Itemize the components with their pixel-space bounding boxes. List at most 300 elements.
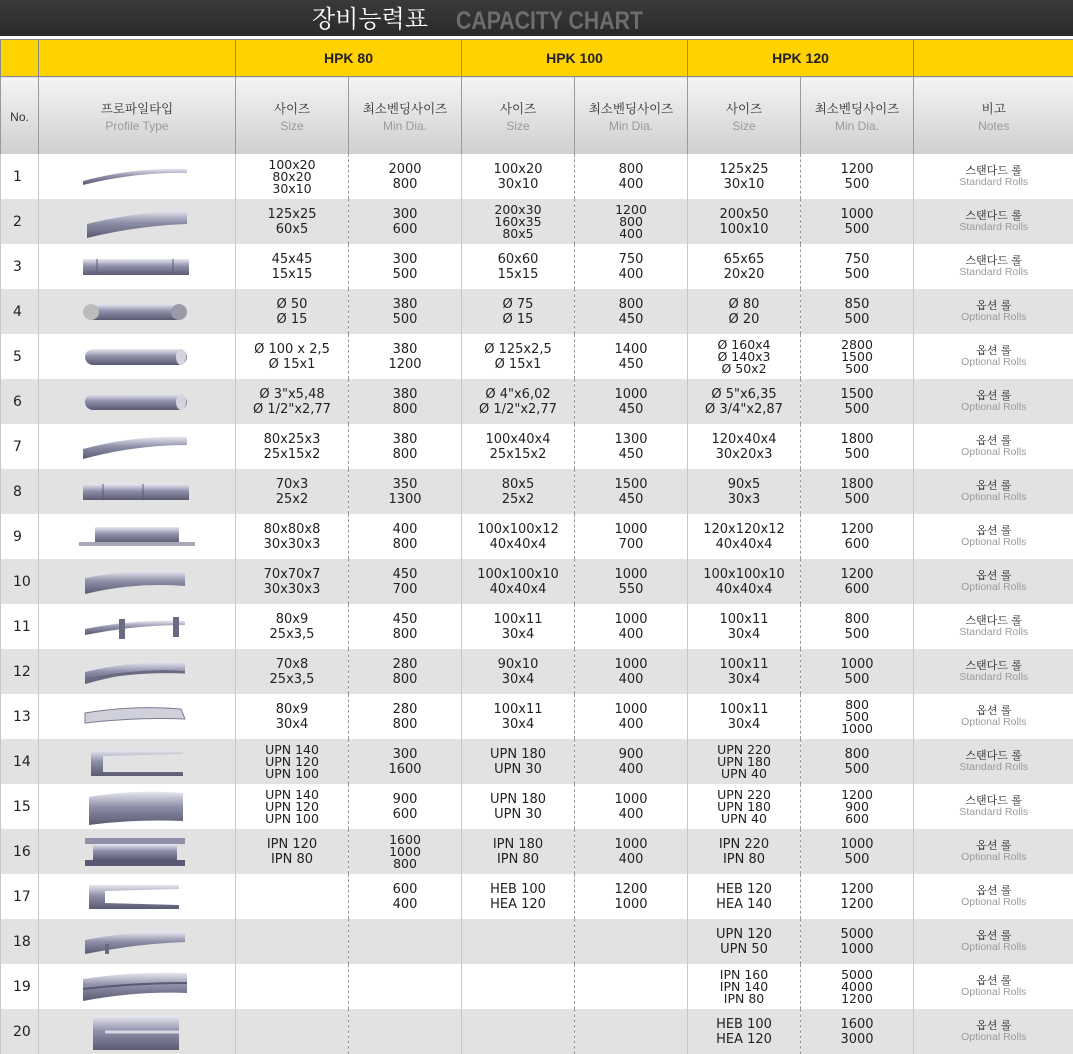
size-value: 25x2: [275, 491, 309, 507]
profile-image: [39, 379, 236, 424]
notes-en: Optional Rolls: [961, 491, 1027, 503]
size-cell: [462, 964, 575, 1009]
profile-shape-icon: [75, 245, 199, 289]
size-cell: [236, 649, 349, 694]
min-dia-value: 1200: [840, 161, 874, 177]
size-value: IPN 140: [719, 978, 769, 994]
min-dia-value: 1300: [614, 431, 648, 447]
machine-header-row: [1, 40, 1073, 77]
min-dia-value: 400: [618, 851, 644, 867]
size-cell: [688, 244, 801, 289]
min-dia-value: 500: [392, 311, 418, 327]
size-value: 125x25: [719, 161, 769, 177]
min-dia-cell: [575, 469, 688, 514]
table-row: [1, 289, 1073, 334]
min-dia-cell: [349, 424, 462, 469]
size-cell: [688, 154, 801, 199]
header-size: [688, 77, 801, 155]
profile-shape-icon: [75, 335, 199, 379]
notes-cell: [914, 334, 1073, 379]
size-value: 80x80x8: [263, 521, 321, 537]
table-row: [1, 514, 1073, 559]
size-value: 100x100x12: [477, 521, 559, 537]
size-value: 80x20: [272, 168, 312, 184]
size-cell: [236, 694, 349, 739]
profile-shape-icon: [75, 1010, 199, 1054]
min-dia-value: 380: [392, 296, 418, 312]
size-value: 30x3: [727, 491, 761, 507]
header-size: [236, 77, 349, 155]
notes-ko: 옵션 롤: [976, 344, 1012, 357]
min-dia-value: 1200: [388, 356, 422, 372]
size-cell: [236, 334, 349, 379]
min-dia-value: 750: [844, 251, 870, 267]
size-value: 100x100x10: [703, 566, 785, 582]
profile-image: [39, 1009, 236, 1054]
size-value: 100x40x4: [485, 431, 551, 447]
size-cell: [236, 199, 349, 244]
size-value: UPN 220: [717, 786, 771, 802]
notes-en: Optional Rolls: [961, 536, 1027, 548]
row-number: 1: [1, 154, 39, 199]
min-dia-value: 450: [618, 356, 644, 372]
row-number: 2: [1, 199, 39, 244]
size-cell: [236, 424, 349, 469]
profile-shape-icon: [75, 965, 199, 1009]
min-dia-value: 500: [845, 360, 869, 376]
min-dia-value: 1500: [614, 476, 648, 492]
table-row: [1, 694, 1073, 739]
size-value: 60x60: [497, 251, 539, 267]
notes-ko: 옵션 롤: [976, 839, 1012, 852]
min-dia-value: 380: [392, 431, 418, 447]
profile-shape-icon: [75, 155, 199, 199]
notes-en: Standard Rolls: [959, 221, 1029, 233]
size-value: 100x100x10: [477, 566, 559, 582]
header-min-en: Min Dia.: [382, 118, 427, 133]
min-dia-value: 1600: [840, 1016, 874, 1032]
row-number: 9: [1, 514, 39, 559]
min-dia-value: 800: [844, 746, 870, 762]
header-min-en: Min Dia.: [608, 118, 653, 133]
min-dia-value: 800: [392, 401, 418, 417]
header-profile-en: Profile Type: [105, 118, 169, 133]
size-value: UPN 120: [265, 753, 319, 769]
size-value: 65x65: [723, 251, 765, 267]
size-value: 30x4: [501, 626, 535, 642]
table-row: [1, 424, 1073, 469]
profile-image: [39, 199, 236, 244]
size-value: Ø 15x1: [494, 356, 542, 372]
min-dia-cell: [801, 199, 914, 244]
min-dia-value: 900: [618, 746, 644, 762]
size-value: UPN 180: [489, 746, 547, 762]
header-min-ko: 최소벤딩사이즈: [362, 100, 448, 116]
size-cell: [688, 289, 801, 334]
size-cell: [236, 154, 349, 199]
size-value: 30x10: [723, 176, 765, 192]
min-dia-value: 380: [392, 341, 418, 357]
row-number: 18: [1, 919, 39, 964]
min-dia-value: 1800: [840, 476, 874, 492]
min-dia-value: 550: [618, 581, 644, 597]
profile-shape-icon: [75, 695, 199, 739]
min-dia-value: 400: [618, 716, 644, 732]
notes-cell: [914, 784, 1073, 829]
notes-cell: [914, 469, 1073, 514]
min-dia-value: 400: [392, 521, 418, 537]
notes-cell: [914, 874, 1073, 919]
min-dia-value: 500: [844, 401, 870, 417]
size-value: 30x10: [497, 176, 539, 192]
notes-cell: [914, 829, 1073, 874]
size-cell: [236, 514, 349, 559]
min-dia-value: 1200: [615, 201, 647, 217]
size-cell: [236, 919, 349, 964]
title-english: CAPACITY CHART: [456, 7, 643, 35]
table-row: [1, 604, 1073, 649]
size-value: UPN 180: [717, 798, 771, 814]
size-value: HEA 120: [716, 1031, 772, 1047]
table-row: [1, 199, 1073, 244]
min-dia-value: 2000: [388, 161, 422, 177]
min-dia-value: 400: [618, 761, 644, 777]
min-dia-value: 380: [392, 386, 418, 402]
min-dia-value: 1200: [614, 881, 648, 897]
min-dia-cell: [349, 784, 462, 829]
row-number: 3: [1, 244, 39, 289]
min-dia-value: 800: [618, 296, 644, 312]
size-value: Ø 80: [728, 296, 760, 312]
size-value: IPN 80: [496, 851, 540, 867]
min-dia-value: 800: [392, 626, 418, 642]
min-dia-value: 500: [844, 311, 870, 327]
min-dia-cell: [575, 919, 688, 964]
table-row: [1, 469, 1073, 514]
size-value: Ø 1/2"x2,77: [479, 401, 557, 417]
size-cell: [688, 559, 801, 604]
min-dia-cell: [801, 784, 914, 829]
min-dia-value: 1200: [841, 990, 873, 1006]
size-cell: [462, 784, 575, 829]
size-cell: [462, 514, 575, 559]
size-cell: [236, 289, 349, 334]
size-value: 30x30x3: [263, 581, 321, 597]
size-cell: [462, 379, 575, 424]
header-size-en: Size: [280, 118, 304, 133]
size-value: UPN 180: [717, 753, 771, 769]
min-dia-cell: [349, 514, 462, 559]
size-cell: [462, 199, 575, 244]
row-number: 10: [1, 559, 39, 604]
profile-shape-icon: [75, 470, 199, 514]
min-dia-value: 1500: [840, 386, 874, 402]
profile-image: [39, 514, 236, 559]
size-cell: [462, 1009, 575, 1054]
min-dia-cell: [801, 694, 914, 739]
min-dia-value: 600: [392, 806, 418, 822]
size-value: Ø 15: [502, 311, 534, 327]
min-dia-cell: [801, 829, 914, 874]
size-value: 30x10: [272, 180, 312, 196]
size-value: IPN 80: [270, 851, 314, 867]
size-value: Ø 140x3: [717, 348, 771, 364]
yellow-cell-blank: [39, 40, 236, 77]
size-cell: [462, 289, 575, 334]
min-dia-value: 1000: [614, 656, 648, 672]
notes-en: Optional Rolls: [961, 896, 1027, 908]
size-value: 25x15x2: [489, 446, 547, 462]
notes-cell: [914, 964, 1073, 1009]
min-dia-value: 5000: [841, 966, 873, 982]
size-value: IPN 80: [722, 851, 766, 867]
notes-ko: 옵션 롤: [976, 704, 1012, 717]
size-value: HEB 100: [716, 1016, 772, 1032]
table-row: [1, 784, 1073, 829]
size-cell: [688, 469, 801, 514]
size-value: 100x11: [719, 611, 769, 627]
profile-shape-icon: [75, 515, 199, 559]
size-cell: [688, 1009, 801, 1054]
min-dia-value: 1000: [389, 843, 421, 859]
notes-ko: 스탠다드 롤: [965, 209, 1023, 222]
size-cell: [688, 874, 801, 919]
size-cell: [688, 919, 801, 964]
notes-en: Standard Rolls: [959, 176, 1029, 188]
min-dia-value: 300: [392, 746, 418, 762]
size-value: 100x11: [719, 656, 769, 672]
size-cell: [236, 379, 349, 424]
size-value: 100x20: [268, 156, 316, 172]
min-dia-cell: [801, 514, 914, 559]
min-dia-cell: [349, 469, 462, 514]
table-row: [1, 154, 1073, 199]
profile-shape-icon: [75, 605, 199, 649]
notes-en: Standard Rolls: [959, 761, 1029, 773]
row-number: 4: [1, 289, 39, 334]
min-dia-value: 400: [392, 896, 418, 912]
machine-hpk80: HPK 80: [236, 40, 462, 77]
title-bar: [0, 0, 1073, 39]
min-dia-cell: [575, 334, 688, 379]
profile-image: [39, 649, 236, 694]
size-value: UPN 100: [265, 765, 319, 781]
notes-ko: 옵션 롤: [976, 884, 1012, 897]
size-value: 70x3: [275, 476, 309, 492]
min-dia-value: 1400: [614, 341, 648, 357]
min-dia-cell: [575, 829, 688, 874]
size-value: 25x3,5: [269, 671, 315, 687]
size-value: 80x5: [502, 225, 534, 241]
size-value: UPN 30: [494, 761, 542, 777]
min-dia-value: 500: [844, 626, 870, 642]
table-row: [1, 874, 1073, 919]
min-dia-value: 280: [392, 701, 418, 717]
size-value: 90x10: [497, 656, 539, 672]
header-min-ko: 최소벤딩사이즈: [814, 100, 900, 116]
size-value: UPN 140: [265, 786, 319, 802]
size-value: Ø 15x1: [268, 356, 316, 372]
notes-cell: [914, 1009, 1073, 1054]
min-dia-cell: [801, 379, 914, 424]
size-value: UPN 50: [720, 941, 768, 957]
min-dia-value: 1000: [614, 566, 648, 582]
row-number: 15: [1, 784, 39, 829]
size-value: UPN 120: [265, 798, 319, 814]
size-cell: [236, 739, 349, 784]
min-dia-cell: [801, 739, 914, 784]
size-value: 15x15: [271, 266, 313, 282]
size-value: IPN 120: [266, 836, 318, 852]
notes-cell: [914, 559, 1073, 604]
min-dia-cell: [801, 964, 914, 1009]
size-value: 60x5: [275, 221, 309, 237]
size-cell: [236, 874, 349, 919]
header-min: [575, 77, 688, 155]
min-dia-value: 1500: [841, 348, 873, 364]
size-value: UPN 40: [721, 810, 767, 826]
min-dia-value: 1800: [840, 431, 874, 447]
min-dia-cell: [575, 874, 688, 919]
min-dia-value: 1300: [388, 491, 422, 507]
size-value: IPN 80: [723, 990, 765, 1006]
min-dia-value: 500: [844, 761, 870, 777]
min-dia-cell: [575, 739, 688, 784]
min-dia-cell: [349, 154, 462, 199]
min-dia-value: 700: [392, 581, 418, 597]
yellow-cell-blank: [1, 40, 39, 77]
min-dia-cell: [575, 559, 688, 604]
size-value: Ø 100 x 2,5: [254, 341, 330, 357]
size-cell: [462, 334, 575, 379]
size-value: 120x40x4: [711, 431, 777, 447]
size-value: IPN 220: [718, 836, 770, 852]
size-value: 100x11: [719, 701, 769, 717]
size-value: Ø 4"x6,02: [485, 386, 551, 402]
min-dia-cell: [349, 649, 462, 694]
notes-cell: [914, 244, 1073, 289]
profile-image: [39, 154, 236, 199]
size-value: 40x40x4: [715, 581, 773, 597]
min-dia-value: 800: [845, 696, 869, 712]
notes-cell: [914, 199, 1073, 244]
size-value: Ø 20: [728, 311, 760, 327]
size-cell: [688, 604, 801, 649]
min-dia-value: 1000: [614, 836, 648, 852]
min-dia-value: 1000: [840, 656, 874, 672]
size-value: HEA 120: [490, 896, 546, 912]
size-value: 80x9: [275, 611, 309, 627]
notes-cell: [914, 289, 1073, 334]
min-dia-value: 800: [618, 161, 644, 177]
min-dia-value: 500: [845, 708, 869, 724]
notes-ko: 옵션 롤: [976, 569, 1012, 582]
notes-ko: 스탠다드 롤: [965, 614, 1023, 627]
profile-shape-icon: [75, 650, 199, 694]
size-cell: [688, 514, 801, 559]
size-cell: [236, 244, 349, 289]
notes-cell: [914, 649, 1073, 694]
notes-ko: 옵션 롤: [976, 524, 1012, 537]
header-min: [349, 77, 462, 155]
notes-ko: 옵션 롤: [976, 974, 1012, 987]
min-dia-value: 4000: [841, 978, 873, 994]
notes-en: Optional Rolls: [961, 941, 1027, 953]
min-dia-cell: [349, 199, 462, 244]
size-value: 30x30x3: [263, 536, 321, 552]
min-dia-cell: [349, 694, 462, 739]
header-notes-ko: 비고: [981, 100, 1006, 116]
row-number: 5: [1, 334, 39, 379]
row-number: 19: [1, 964, 39, 1009]
min-dia-value: 500: [844, 851, 870, 867]
min-dia-cell: [801, 649, 914, 694]
machine-hpk120: HPK 120: [688, 40, 914, 77]
size-cell: [688, 964, 801, 1009]
notes-ko: 스탠다드 롤: [965, 749, 1023, 762]
profile-shape-icon: [75, 380, 199, 424]
min-dia-cell: [349, 559, 462, 604]
size-cell: [462, 649, 575, 694]
min-dia-cell: [575, 964, 688, 1009]
min-dia-cell: [349, 964, 462, 1009]
size-cell: [236, 604, 349, 649]
size-cell: [236, 1009, 349, 1054]
table-row: [1, 919, 1073, 964]
row-number: 16: [1, 829, 39, 874]
min-dia-value: 300: [392, 206, 418, 222]
size-value: 30x20x3: [715, 446, 773, 462]
notes-cell: [914, 739, 1073, 784]
profile-shape-icon: [75, 875, 199, 919]
size-cell: [462, 424, 575, 469]
notes-en: Standard Rolls: [959, 626, 1029, 638]
header-min: [801, 77, 914, 155]
min-dia-value: 500: [844, 266, 870, 282]
min-dia-cell: [575, 289, 688, 334]
size-cell: [462, 919, 575, 964]
size-value: 80x5: [501, 476, 535, 492]
min-dia-cell: [349, 244, 462, 289]
min-dia-value: 1000: [841, 720, 873, 736]
min-dia-cell: [349, 739, 462, 784]
min-dia-value: 350: [392, 476, 418, 492]
min-dia-value: 400: [618, 671, 644, 687]
min-dia-value: 400: [618, 806, 644, 822]
profile-image: [39, 559, 236, 604]
size-value: 30x4: [501, 716, 535, 732]
size-value: 100x11: [493, 701, 543, 717]
size-value: 100x20: [493, 161, 543, 177]
notes-ko: 스탠다드 롤: [965, 254, 1023, 267]
notes-en: Optional Rolls: [961, 446, 1027, 458]
min-dia-value: 800: [393, 855, 417, 871]
profile-shape-icon: [75, 920, 199, 964]
size-value: Ø 75: [502, 296, 534, 312]
table-row: [1, 1009, 1073, 1054]
size-value: 125x25: [267, 206, 317, 222]
profile-image: [39, 784, 236, 829]
notes-cell: [914, 424, 1073, 469]
min-dia-cell: [349, 289, 462, 334]
min-dia-cell: [575, 244, 688, 289]
size-value: 15x15: [497, 266, 539, 282]
table-row: [1, 379, 1073, 424]
size-cell: [688, 784, 801, 829]
machine-hpk100: HPK 100: [462, 40, 688, 77]
min-dia-value: 600: [844, 536, 870, 552]
min-dia-value: 600: [392, 221, 418, 237]
